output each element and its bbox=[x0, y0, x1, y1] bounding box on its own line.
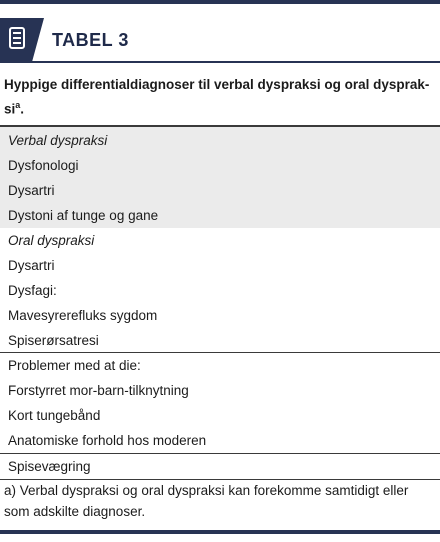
caption-text: Hyppige differentialdiagnoser til verbal dyspraksi og oral dysprak-si bbox=[4, 77, 430, 117]
table-header bbox=[0, 18, 440, 62]
group-heading-verbal: Verbal dyspraksi bbox=[8, 133, 108, 148]
table-row: Problemer med at die: bbox=[8, 358, 141, 373]
table-row: Spiserørsatresi bbox=[8, 333, 99, 348]
document-list-icon bbox=[0, 18, 44, 62]
caption-suffix: . bbox=[20, 101, 25, 117]
table-row: Spisevægring bbox=[8, 459, 91, 474]
table-row: Dysfagi: bbox=[8, 283, 57, 298]
table-row: Dysartri bbox=[8, 183, 55, 198]
table-label: TABEL 3 bbox=[52, 30, 129, 50]
table-footnote: a) Verbal dyspraksi og oral dyspraksi kan forekomme samtidigt eller som adskilte diagnoser. bbox=[4, 483, 409, 519]
table-row: Dystoni af tunge og gane bbox=[8, 208, 159, 223]
caption-footnote-marker: a bbox=[15, 100, 21, 110]
table-row: Kort tungebånd bbox=[8, 408, 101, 423]
table-caption bbox=[4, 74, 434, 120]
bottom-rule bbox=[0, 530, 440, 534]
group-heading-oral: Oral dyspraksi bbox=[8, 233, 95, 248]
top-rule bbox=[0, 0, 440, 4]
table-row: Mavesyrerefluks sygdom bbox=[8, 308, 158, 323]
header-rule bbox=[0, 61, 440, 63]
row-separator bbox=[0, 352, 440, 353]
table-row: Dysfonologi bbox=[8, 158, 79, 173]
table-row: Anatomiske forhold hos moderen bbox=[8, 433, 207, 448]
table-row: Dysartri bbox=[8, 258, 55, 273]
table-row: Forstyrret mor-barn-tilknytning bbox=[8, 383, 189, 398]
row-separator bbox=[0, 453, 440, 454]
